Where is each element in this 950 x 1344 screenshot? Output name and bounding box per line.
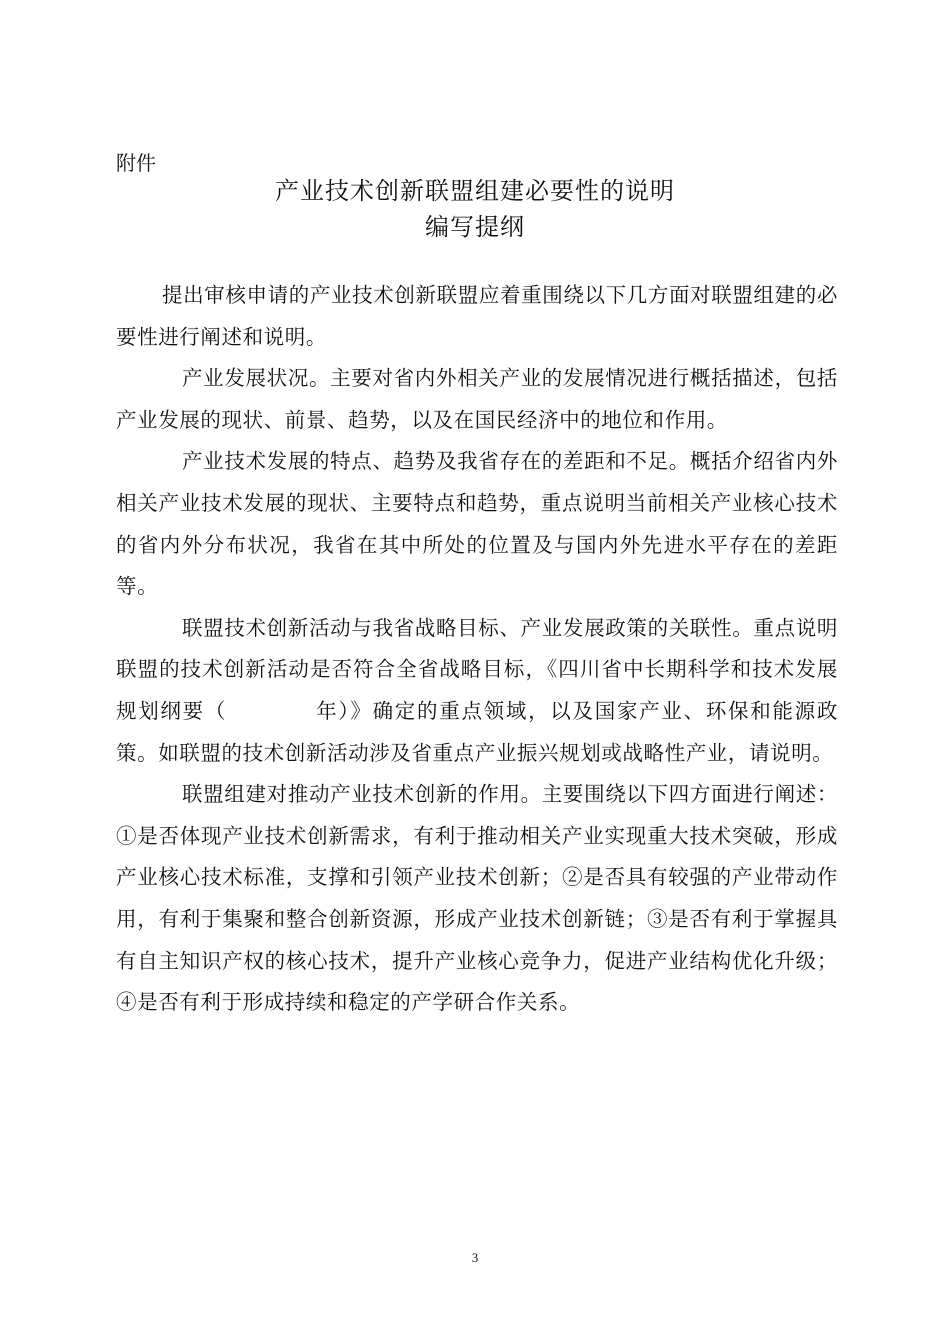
- section-innovation-role: 联盟组建对推动产业技术创新的作用。主要围绕以下四方面进行阐述：①是否体现产业技术创新需求，有利于推动相关产业实现重大技术突破，形成产业核心技术标准，支撑和引领产业技术创新；②是否具有较强的产业带动作用，有利于集聚和整合创新资源，形成产业技术创新链；③是否有利于掌握具有自主知识产权的核心技术，提升产业核心竞争力，促进产业结构优化升级；④是否有利于形成持续和稳定的产学研合作关系。: [116, 782, 838, 1015]
- section-strategic-relevance: [116, 608, 838, 774]
- page-number: 3: [471, 1250, 479, 1265]
- attachment-label: 附件: [116, 151, 156, 175]
- section-strategic-relevance-part1: 联盟技术创新活动与我省战略目标、产业发展政策的关联性。重点说明联盟的技术创新活动是否符合全省战略目标，《四川省中长期科学和技术发展规划纲要（: [116, 615, 838, 723]
- document-title: 产业技术创新联盟组建必要性的说明: [275, 177, 675, 205]
- section-strategic-relevance-part2: 年）》确定的重点领域，以及国家产业、环保和能源政策。如联盟的技术创新活动涉及省重点产业振兴规划或战略性产业，请说明。: [116, 698, 838, 765]
- document-body: [116, 275, 838, 1024]
- section-technology-trends: 产业技术发展的特点、趋势及我省存在的差距和不足。概括介绍省内外相关产业技术发展的现状、主要特点和趋势，重点说明当前相关产业核心技术的省内外分布状况，我省在其中所处的位置及与国内外先进水平存在的差距等。: [116, 449, 838, 599]
- intro-paragraph: 提出审核申请的产业技术创新联盟应着重围绕以下几方面对联盟组建的必要性进行阐述和说明。: [116, 283, 838, 349]
- document-subtitle: 编写提纲: [425, 213, 525, 241]
- section-industry-status: 产业发展状况。主要对省内外相关产业的发展情况进行概括描述，包括产业发展的现状、前景、趋势，以及在国民经济中的地位和作用。: [116, 366, 838, 432]
